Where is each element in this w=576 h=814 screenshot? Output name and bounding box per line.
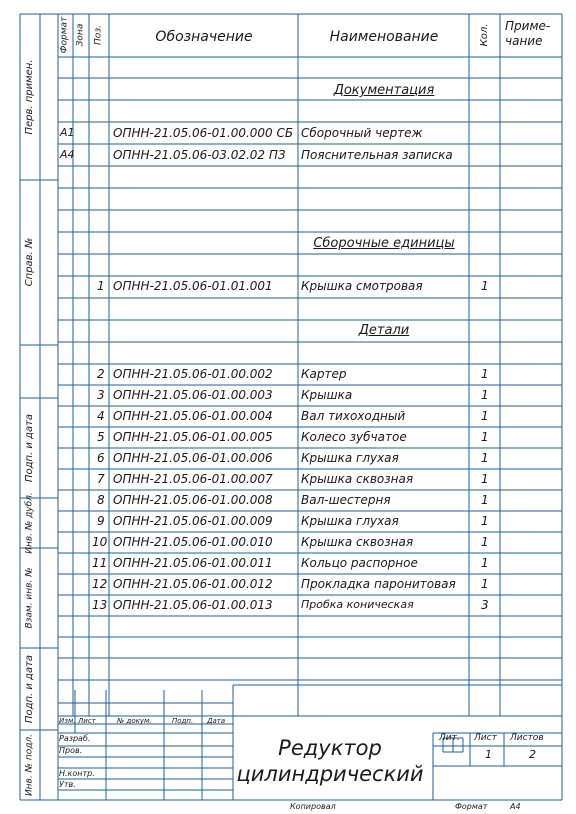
header-note-line2: чание [505,34,543,48]
title-block-doc-number-label: № докум. [117,717,152,725]
section-assemblies: Сборочные единицы [313,236,455,251]
header-quantity: Кол. [479,23,490,47]
header-note-line1: Приме- [505,19,551,33]
part-row-designation: ОПНН-21.05.06-01.00.009 [113,514,273,528]
original-inventory-label: Инв. № подл. [24,733,35,797]
title-block-approved-label: Утв. [59,780,76,789]
first-use-label: Перв. примен. [24,59,35,135]
part-row-name: Пробка коническая [301,598,414,611]
part-row-designation: ОПНН-21.05.06-01.00.006 [113,451,273,465]
part-row-name: Колесо зубчатое [301,430,407,444]
doc-row-name: Сборочный чертеж [301,126,423,140]
part-row-name: Крышка [301,388,353,402]
part-row-position: 9 [97,514,105,528]
section-parts: Детали [358,323,410,338]
part-row-name: Прокладка паронитовая [301,577,456,591]
title-block-change-label: Изм. [59,717,76,725]
part-row-position: 7 [97,472,105,486]
footer-format-value: А4 [510,802,521,811]
title-block-date-label: Дата [207,717,226,725]
title-block-signature-label: Подп. [172,717,194,725]
part-row-designation: ОПНН-21.05.06-01.00.005 [113,430,273,444]
part-row-position: 6 [97,451,105,465]
part-row-quantity: 1 [481,409,489,423]
doc-row-name: Пояснительная записка [301,148,453,162]
part-row-name: Вал тихоходный [301,409,406,423]
title-block-sheets-value: 2 [529,748,536,761]
doc-row-designation: ОПНН-21.05.06-01.00.000 СБ [113,126,294,140]
assembly-row-designation: ОПНН-21.05.06-01.01.001 [113,279,273,293]
part-row-name: Крышка сквозная [301,535,414,549]
part-row-position: 10 [92,535,108,549]
part-row-position: 12 [92,577,108,591]
section-documentation: Документация [333,83,435,98]
part-row-designation: ОПНН-21.05.06-01.00.004 [113,409,273,423]
signature-date-label-1: Подп. и дата [24,413,35,483]
title-block-sheet-col-label: Лист [78,717,96,725]
footer-format-label: Формат [455,802,488,811]
header-designation: Обозначение [155,29,253,45]
part-row-name: Крышка глухая [301,451,399,465]
part-row-quantity: 1 [481,514,489,528]
part-row-quantity: 1 [481,472,489,486]
replaces-inventory-label: Взам. инв. № [24,567,35,629]
part-row-name: Крышка сквозная [301,472,414,486]
part-row-designation: ОПНН-21.05.06-01.00.012 [113,577,273,591]
header-position: Поз. [93,25,104,45]
title-block-sheets-label: Листов [510,733,544,743]
assembly-row-quantity: 1 [481,279,489,293]
signature-date-label-2: Подп. и дата [24,654,35,724]
assembly-row-position: 1 [97,279,105,293]
part-row-name: Картер [301,367,347,381]
footer-copied-label: Копировал [290,802,336,811]
part-row-quantity: 1 [481,451,489,465]
header-zone: Зона [75,23,86,47]
part-row-designation: ОПНН-21.05.06-01.00.007 [113,472,273,486]
duplicate-inventory-label: Инв. № дубл. [24,492,35,554]
part-row-designation: ОПНН-21.05.06-01.00.013 [113,598,273,612]
part-row-quantity: 1 [481,556,489,570]
document-title-line2: цилиндрический [236,762,424,786]
part-row-designation: ОПНН-21.05.06-01.00.003 [113,388,273,402]
part-row-position: 3 [97,388,105,402]
part-row-designation: ОПНН-21.05.06-01.00.010 [113,535,273,549]
part-row-quantity: 1 [481,577,489,591]
part-row-position: 5 [97,430,105,444]
part-row-position: 11 [92,556,108,570]
header-name: Наименование [329,29,439,45]
title-block-lit-label: Лит. [439,733,460,743]
part-row-position: 13 [92,598,108,612]
part-row-name: Крышка глухая [301,514,399,528]
part-row-quantity: 1 [481,493,489,507]
part-row-quantity: 1 [481,535,489,549]
part-row-name: Кольцо распорное [301,556,418,570]
title-block-developed-label: Разраб. [59,734,91,743]
part-row-quantity: 1 [481,367,489,381]
doc-row-format: А4 [60,148,75,161]
part-row-quantity: 1 [481,430,489,444]
title-block-norm-control-label: Н.контр. [59,769,95,778]
part-row-quantity: 1 [481,388,489,402]
header-format: Формат [59,16,70,54]
part-row-position: 8 [97,493,105,507]
part-row-position: 2 [97,367,105,381]
part-row-name: Вал-шестерня [301,493,391,507]
title-block-sheet-value: 1 [485,748,492,761]
assembly-row-name: Крышка смотровая [301,279,423,293]
title-block-checked-label: Пров. [59,746,83,755]
title-block-sheet-label: Лист [474,733,497,743]
doc-row-designation: ОПНН-21.05.06-03.02.02 ПЗ [113,148,286,162]
reference-number-label: Справ. № [24,237,35,287]
doc-row-format: А1 [60,126,75,139]
part-row-designation: ОПНН-21.05.06-01.00.008 [113,493,273,507]
part-row-designation: ОПНН-21.05.06-01.00.002 [113,367,273,381]
part-row-quantity: 3 [481,598,489,612]
part-row-position: 4 [97,409,105,423]
document-title-line1: Редуктор [278,736,382,760]
part-row-designation: ОПНН-21.05.06-01.00.011 [113,556,273,570]
